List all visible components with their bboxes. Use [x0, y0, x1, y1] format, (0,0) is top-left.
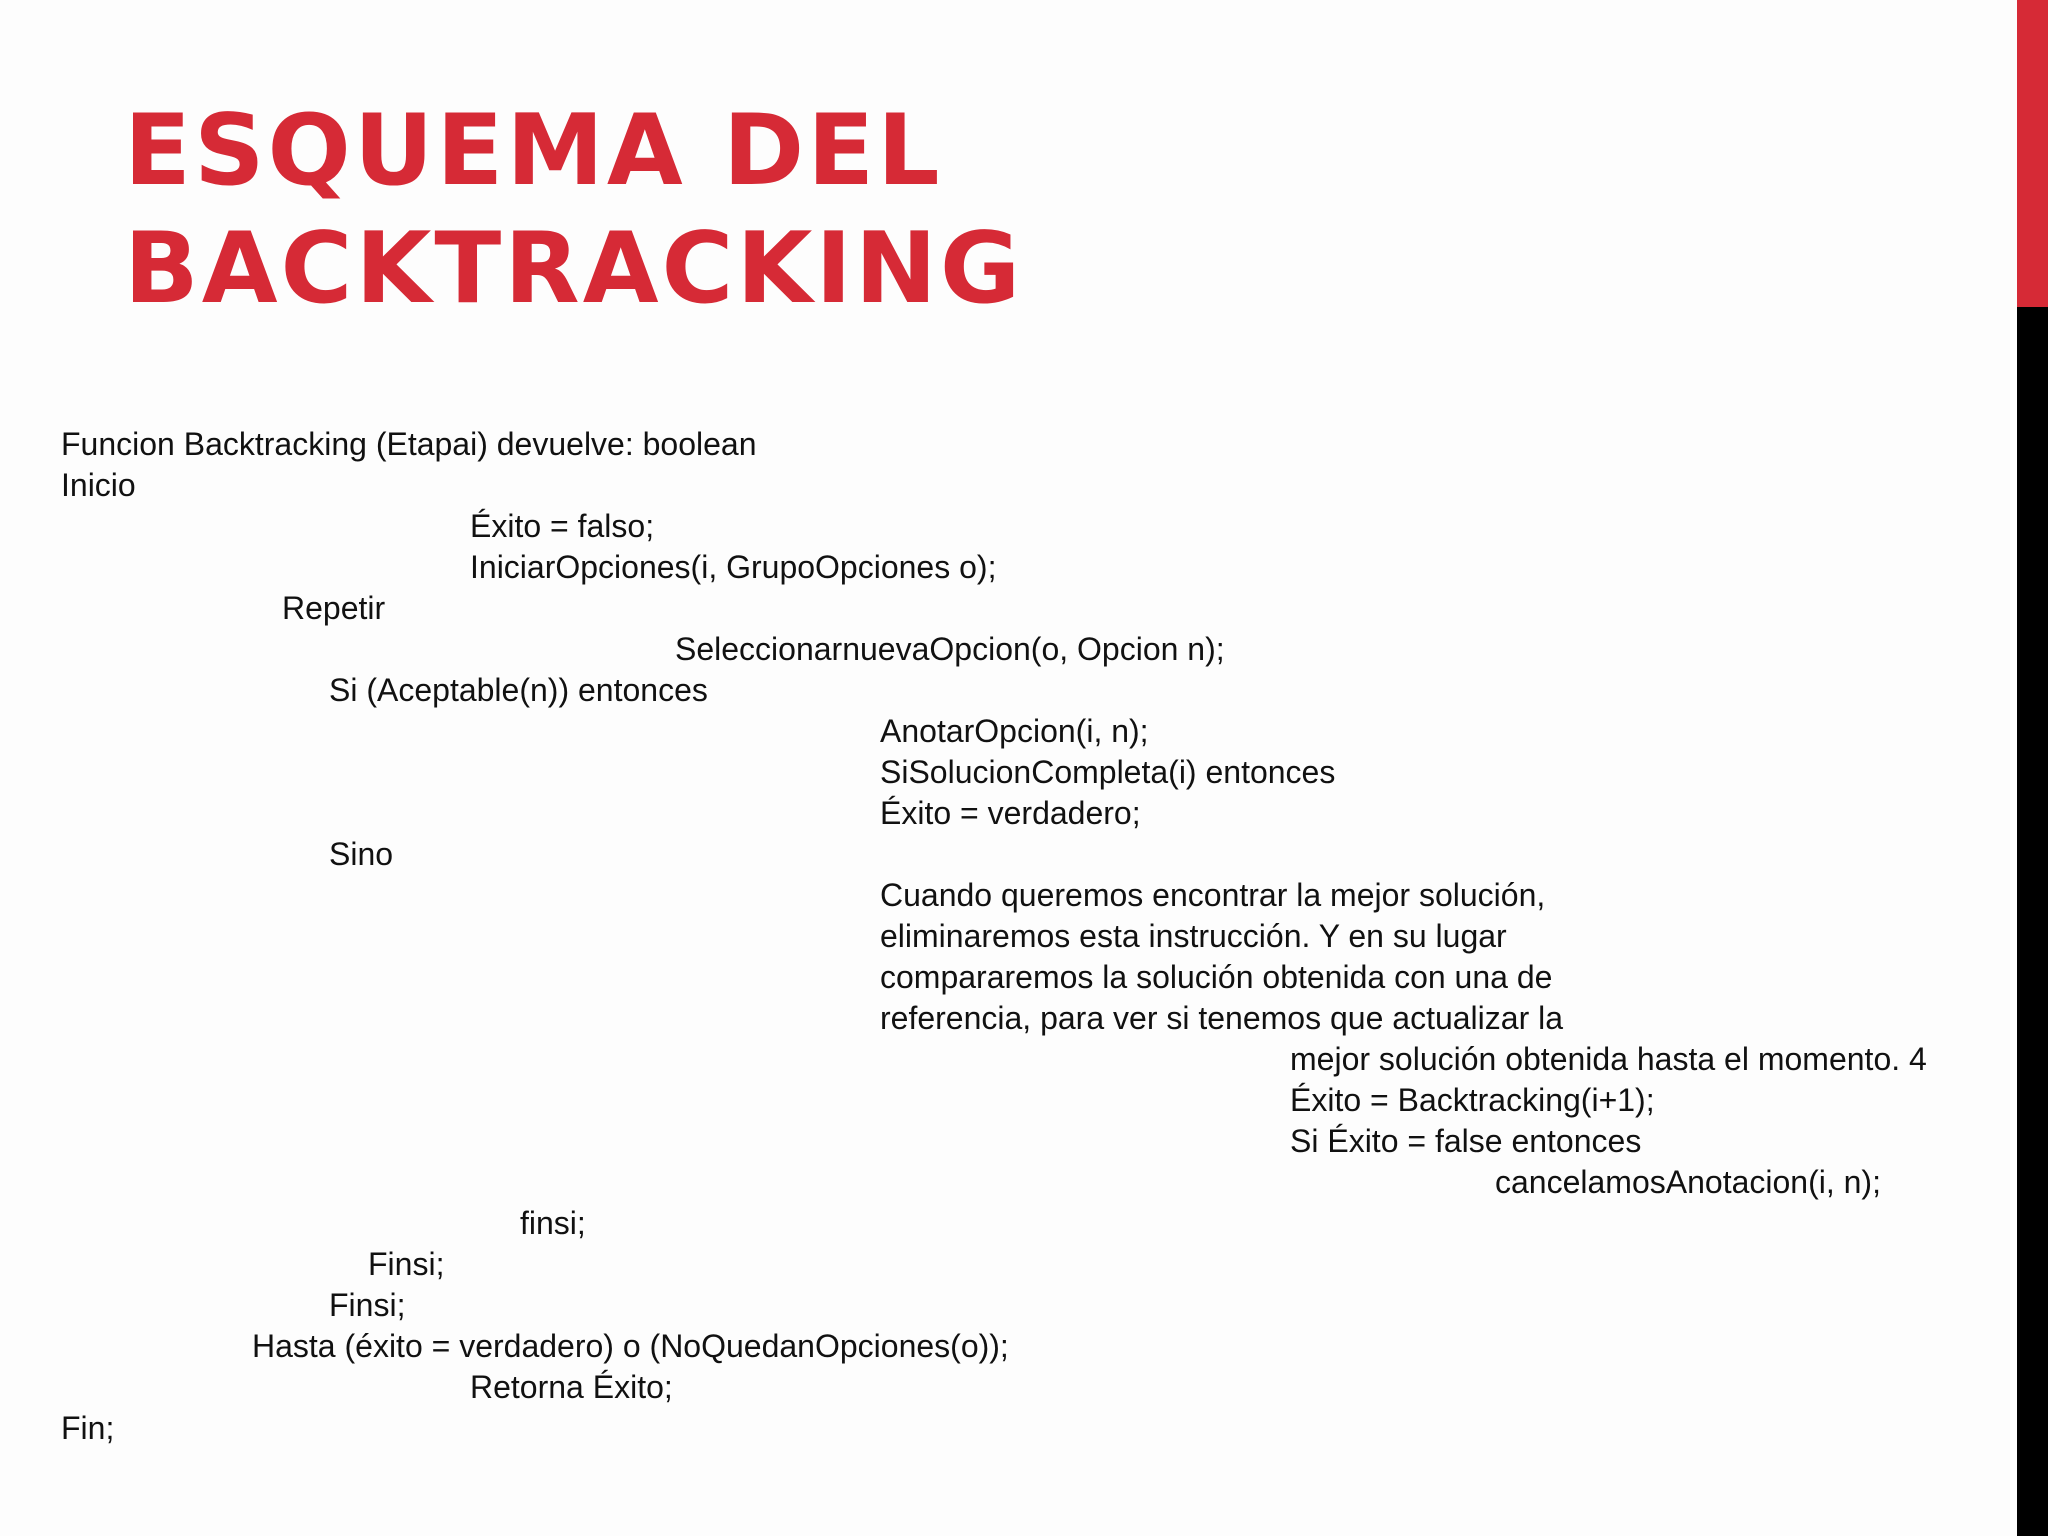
code-line: Cuando queremos encontrar la mejor solución,: [880, 877, 1546, 913]
code-line: Fin;: [61, 1410, 115, 1446]
code-line: SeleccionarnuevaOpcion(o, Opcion n);: [675, 631, 1225, 667]
sidebar-accent-black: [2017, 307, 2048, 1536]
code-line: Sino: [329, 836, 394, 872]
code-line: Finsi;: [368, 1246, 445, 1282]
code-line: compararemos la solución obtenida con una de: [880, 959, 1553, 995]
title-line-2: BACKTRACKING: [124, 212, 1024, 326]
code-line: Funcion Backtracking (Etapai) devuelve: boolean: [61, 426, 757, 462]
code-line: referencia, para ver si tenemos que actualizar la: [880, 1000, 1564, 1036]
title-line-1: ESQUEMA DEL: [124, 94, 943, 208]
code-line: AnotarOpcion(i, n);: [880, 713, 1149, 749]
code-line: Éxito = falso;: [470, 508, 655, 544]
code-line: IniciarOpciones(i, GrupoOpciones o);: [470, 549, 997, 585]
code-line: Hasta (éxito = verdadero) o (NoQuedanOpciones(o));: [252, 1328, 1009, 1364]
code-line: eliminaremos esta instrucción. Y en su lugar: [880, 918, 1507, 954]
code-line: Inicio: [61, 467, 136, 503]
code-line: Si (Aceptable(n)) entonces: [329, 672, 708, 708]
code-line: cancelamosAnotacion(i, n);: [1495, 1164, 1881, 1200]
code-line: Retorna Éxito;: [470, 1369, 673, 1405]
code-line: Repetir: [282, 590, 386, 626]
code-line: Éxito = Backtracking(i+1);: [1290, 1082, 1655, 1118]
code-line: Si Éxito = false entonces: [1290, 1123, 1642, 1159]
slide-title: [124, 92, 1023, 328]
code-line: Finsi;: [329, 1287, 406, 1323]
code-line: SiSolucionCompleta(i) entonces: [880, 754, 1336, 790]
code-line: finsi;: [520, 1205, 586, 1241]
sidebar-accent-red: [2017, 0, 2048, 307]
code-line: Éxito = verdadero;: [880, 795, 1141, 831]
code-line: mejor solución obtenida hasta el momento. 4: [1290, 1041, 1927, 1077]
